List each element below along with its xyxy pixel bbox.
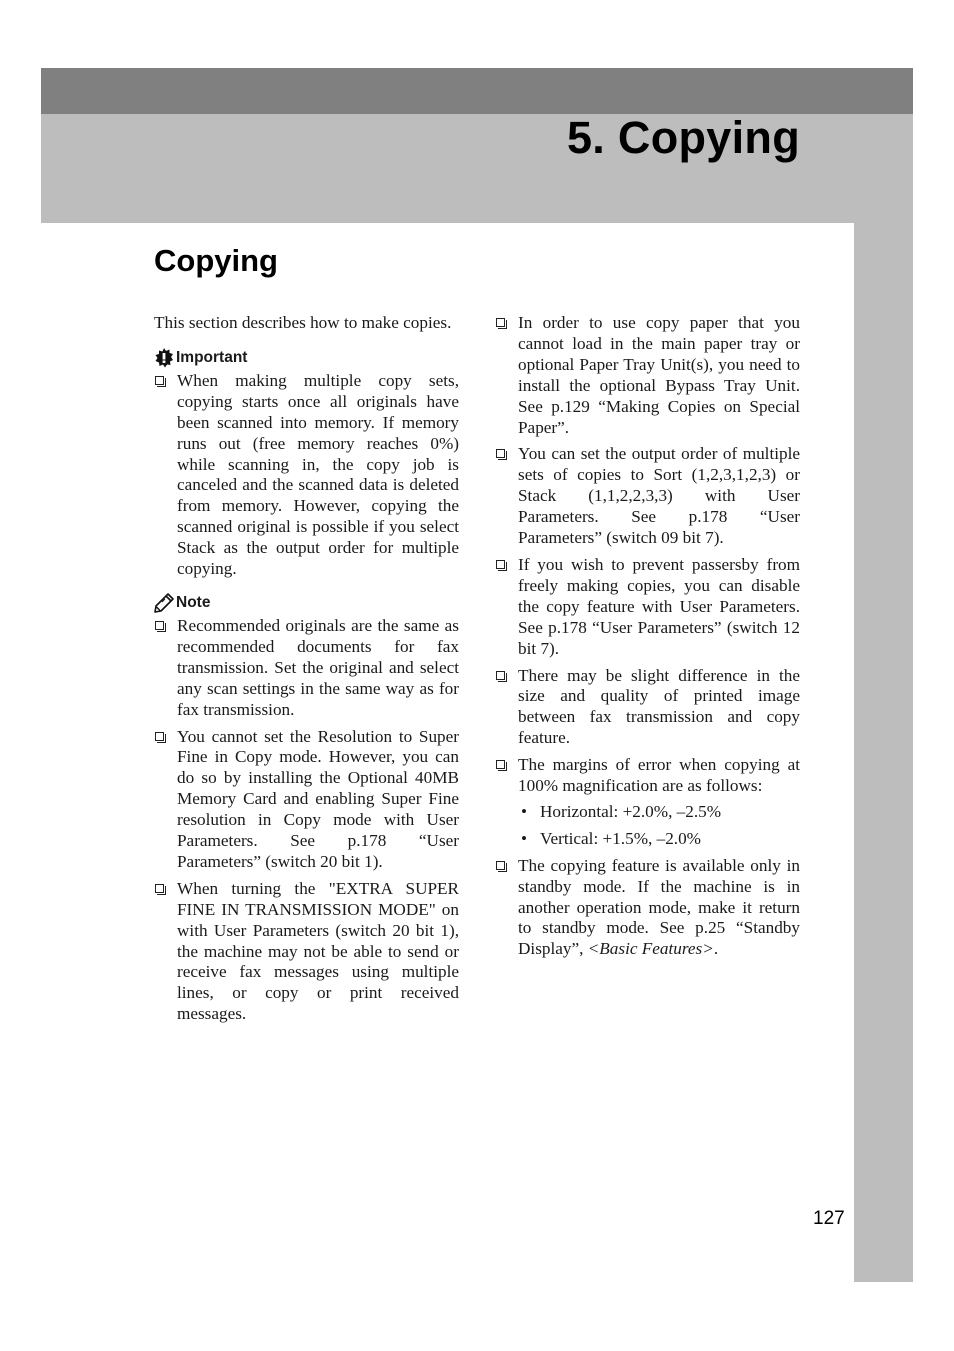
- basic-features-reference: <Basic Features>: [587, 939, 714, 959]
- list-item: You cannot set the Resolution to Super Fine in Copy mode. However, you can do so by installing the Optional 40MB Memory Card and enabling Super Fine resolution in Copy mode with User Parameters. See p.178 “User Parameters” (switch 20 bit 1).: [154, 727, 459, 873]
- margins-list: [518, 802, 800, 850]
- list-item: The copying feature is available only in standby mode. If the machine is in another operation mode, make it return to standby mode. See p.25 “Standby Display”, <Basic Features>.: [495, 856, 800, 961]
- pencil-icon: [154, 593, 174, 613]
- page-number: 127: [813, 1208, 845, 1229]
- margin-item: • Vertical: +1.5%, –2.0%: [521, 828, 701, 848]
- note-list-right: [495, 313, 800, 960]
- checkbox-bullet-icon: [496, 449, 505, 458]
- list-item: When making multiple copy sets, copying starts once all originals have been scanned into memory. If memory runs out (free memory reaches 0%) while scanning in, the copy job is canceled and the scanned data is deleted from memory. However, copying the scanned original is possible if you select Stack as the output order for multiple copying.: [154, 371, 459, 580]
- list-item: In order to use copy paper that you cannot load in the main paper tray or optional Paper Tray Unit(s), you need to install the optional Bypass Tray Unit. See p.129 “Making Copies on Special Paper”.: [495, 313, 800, 438]
- checkbox-bullet-icon: [155, 732, 164, 741]
- margin-item: • Horizontal: +2.0%, –2.5%: [521, 801, 722, 821]
- note-heading: [154, 593, 459, 613]
- checkbox-bullet-icon: [155, 884, 164, 893]
- checkbox-bullet-icon: [496, 671, 505, 680]
- left-column: [154, 313, 459, 1031]
- important-label: Important: [176, 348, 248, 366]
- important-heading: [154, 348, 459, 368]
- checkbox-bullet-icon: [496, 760, 505, 769]
- list-item: If you wish to prevent passersby from freely making copies, you can disable the copy feature with User Parameters. See p.178 “User Parameters” (switch 12 bit 7).: [495, 555, 800, 660]
- right-column: [495, 313, 800, 966]
- checkbox-bullet-icon: [155, 376, 164, 385]
- list-item: When turning the "EXTRA SUPER FINE IN TRANSMISSION MODE" on with User Parameters (switch 20 bit 1), the machine may not be able to send or receive fax messages using multiple lines, or copy or print received messages.: [154, 879, 459, 1025]
- section-title: Copying: [154, 243, 278, 278]
- note-list-left: [154, 616, 459, 1025]
- list-item: Recommended originals are the same as recommended documents for fax transmission. Set the original and select any scan settings in the same way as for fax transmission.: [154, 616, 459, 721]
- checkbox-bullet-icon: [496, 861, 505, 870]
- important-list: [154, 371, 459, 580]
- chapter-band-dark: [41, 68, 913, 114]
- chapter-title: 5. Copying: [566, 112, 800, 163]
- checkbox-bullet-icon: [155, 621, 164, 630]
- list-item: You can set the output order of multiple sets of copies to Sort (1,2,3,1,2,3) or Stack (1,1,2,2,3,3) with User Parameters. See p.178 “User Parameters” (switch 09 bit 7).: [495, 444, 800, 549]
- bullet-dot-icon: •: [521, 828, 528, 848]
- checkbox-bullet-icon: [496, 560, 505, 569]
- section-intro: This section describes how to make copies.: [154, 313, 452, 332]
- important-icon: [154, 348, 174, 368]
- list-item: There may be slight difference in the size and quality of printed image between fax transmission and copy feature.: [495, 666, 800, 750]
- note-label: Note: [176, 593, 211, 611]
- list-item: The margins of error when copying at 100% magnification are as follows: • Horizontal: +2.0%, –2.5% • Vertical: +1.5%, –2.0%: [495, 755, 800, 850]
- side-thumb-tab: [854, 223, 913, 1282]
- checkbox-bullet-icon: [496, 318, 505, 327]
- bullet-dot-icon: •: [521, 801, 528, 821]
